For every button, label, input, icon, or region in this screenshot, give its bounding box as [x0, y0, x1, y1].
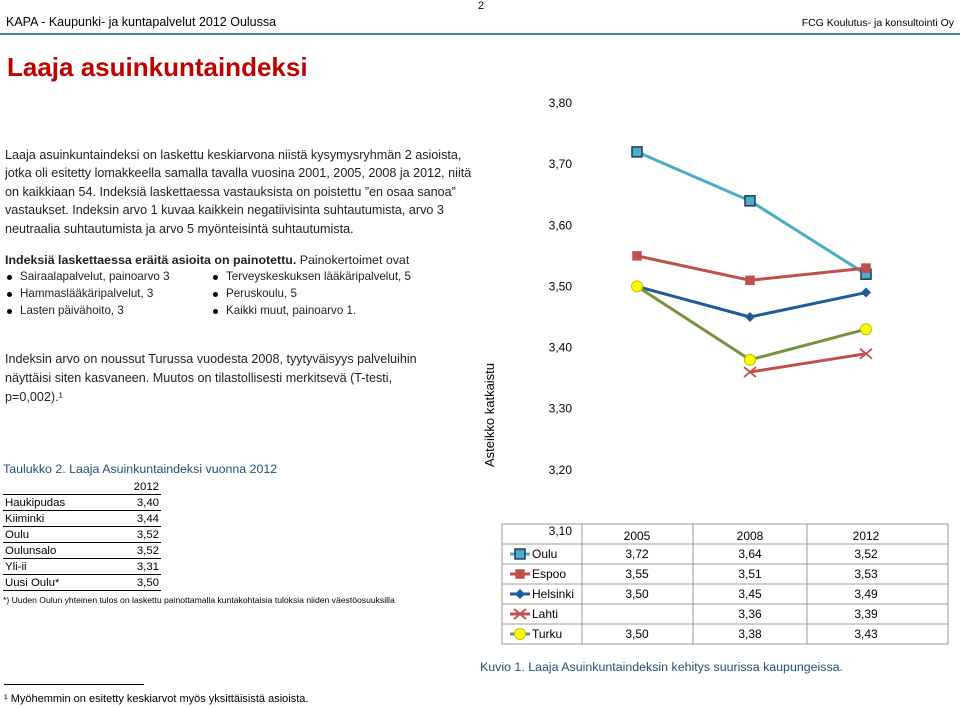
weight-item: Terveyskeskuksen lääkäripalvelut, 5	[211, 270, 411, 283]
table-row	[3, 574, 161, 590]
data-table-value: 3,53	[854, 567, 878, 581]
table-cell-value: 3,40	[123, 494, 161, 510]
chart-caption: Kuvio 1. Laaja Asuinkuntaindeksin kehitys suurissa kaupungeissa.	[480, 660, 843, 674]
data-point	[746, 276, 754, 284]
table-cell-value: 3,50	[123, 574, 161, 590]
legend-label: Turku	[532, 627, 563, 641]
footnote-rule	[4, 684, 144, 685]
page-number: 2	[478, 0, 485, 12]
y-tick-label: 3,10	[548, 524, 572, 538]
weights-heading-bold: Indeksiä laskettaessa eräitä asioita on painotettu.	[5, 253, 297, 267]
data-table-value: 3,51	[738, 567, 762, 581]
x-category-label: 2008	[736, 529, 764, 543]
legend-key-marker	[516, 570, 524, 578]
data-table-value: 3,36	[738, 607, 762, 621]
intro-paragraph-1: Laaja asuinkuntaindeksi on laskettu keskiarvona niistä kysymysryhmän 2 asioista, jotka oli esitetty lomakkeella samalla tavalla vuosina 2001, 2005, 2008 ja 2012, niitä on kaikkiaan 54. Indeksiä laskettaessa vastauksista on poistettu ”en osaa sanoa” vastaukset.	[5, 148, 472, 218]
intro-text	[5, 146, 475, 238]
data-point	[861, 288, 871, 298]
table-header-year: 2012	[123, 478, 161, 494]
header-company: FCG Koulutus- ja konsultointi Oy	[801, 17, 954, 29]
data-table-value: 3,39	[854, 607, 878, 621]
data-table-value: 3,38	[738, 627, 762, 641]
legend-label: Oulu	[532, 547, 558, 561]
index-table	[3, 478, 161, 591]
weight-item: Peruskoulu, 5	[211, 287, 297, 300]
y-tick-label: 3,20	[548, 462, 572, 477]
data-point	[745, 312, 755, 322]
footnote: ¹ Myöhemmin on esitetty keskiarvot myös yksittäisistä asioista.	[4, 693, 309, 705]
line-chart	[480, 90, 958, 656]
table-row	[3, 494, 161, 510]
data-point	[633, 252, 641, 260]
data-point	[632, 281, 643, 292]
table-cell-name: Yli-ii	[3, 558, 123, 574]
legend-label: Lahti	[532, 607, 559, 621]
data-point	[745, 196, 755, 206]
weight-item: Sairaalapalvelut, painoarvo 3	[5, 270, 170, 283]
data-table-value: 3,55	[625, 567, 649, 581]
table-cell-name: Oulu	[3, 526, 123, 542]
data-point	[861, 324, 872, 335]
weights-heading	[5, 253, 409, 267]
table-cell-name: Haukipudas	[3, 494, 123, 510]
legend-key-marker	[515, 629, 526, 640]
table-cell-value: 3,52	[123, 526, 161, 542]
x-category-label: 2012	[852, 529, 880, 543]
table-cell-value: 3,44	[123, 510, 161, 526]
y-tick-label: 3,70	[548, 157, 572, 172]
legend-label: Espoo	[532, 567, 567, 581]
table-row	[3, 542, 161, 558]
y-tick-label: 3,80	[548, 96, 572, 110]
table-row	[3, 510, 161, 526]
data-table-value: 3,50	[625, 587, 649, 601]
weight-item: Lasten päivähoito, 3	[5, 304, 124, 317]
data-table-value: 3,49	[854, 587, 878, 601]
header-rule	[0, 33, 960, 35]
y-tick-label: 3,50	[548, 279, 572, 294]
data-table-value: 3,50	[625, 627, 649, 641]
legend-key-marker	[515, 549, 525, 559]
y-tick-label: 3,60	[548, 218, 572, 233]
data-table-value: 3,45	[738, 587, 762, 601]
table-cell-name: Uusi Oulu*	[3, 574, 123, 590]
table-cell-name: Oulunsalo	[3, 542, 123, 558]
table-header-row	[3, 478, 161, 494]
page-title: Laaja asuinkuntaindeksi	[7, 52, 308, 82]
x-category-label: 2005	[623, 529, 651, 543]
data-point	[862, 264, 870, 272]
legend-label: Helsinki	[532, 587, 575, 601]
table-cell-name: Kiiminki	[3, 510, 123, 526]
y-axis-label: Asteikko katkaistu	[482, 362, 497, 468]
data-table-value: 3,43	[854, 627, 878, 641]
y-tick-label: 3,30	[548, 401, 572, 416]
weight-item: Kaikki muut, painoarvo 1.	[211, 304, 356, 317]
data-table-value: 3,64	[738, 547, 762, 561]
table-cell-value: 3,31	[123, 558, 161, 574]
series-line-turku	[637, 286, 866, 359]
intro-paragraph-2: Indeksin arvo 1 kuvaa kaikkein negatiivisinta suhtautumista, arvo 3 neutraalia suhtautumista ja arvo 5 myönteisintä suhtautumista.	[5, 203, 444, 236]
data-table-value: 3,72	[625, 547, 649, 561]
series-line-oulu	[637, 152, 866, 274]
series-line-helsinki	[637, 286, 866, 317]
result-text: Indeksin arvo on noussut Turussa vuodesta 2008, tyytyväisyys palveluihin näyttäisi siten kasvaneen. Muutos on tilastollisesti merkitsevä (T-testi, p=0,002).¹	[5, 352, 417, 404]
table-row	[3, 558, 161, 574]
weight-item: Hammaslääkäripalvelut, 3	[5, 287, 153, 300]
table-caption: Taulukko 2. Laaja Asuinkuntaindeksi vuonna 2012	[3, 462, 278, 476]
data-point	[632, 147, 642, 157]
data-point	[745, 354, 756, 365]
weights-heading-plain: Painokertoimet ovat	[299, 253, 410, 267]
y-tick-label: 3,40	[548, 340, 572, 355]
table-row	[3, 526, 161, 542]
legend-key-marker	[515, 589, 525, 599]
table-note: *) Uuden Oulun yhteinen tulos on laskettu painottamalla kuntakohtaisia tuloksia niiden väestöosuuksilla	[3, 595, 395, 605]
header-title: KAPA - Kaupunki- ja kuntapalvelut 2012 Oulussa	[6, 15, 277, 29]
table-cell-value: 3,52	[123, 542, 161, 558]
data-table-value: 3,52	[854, 547, 878, 561]
